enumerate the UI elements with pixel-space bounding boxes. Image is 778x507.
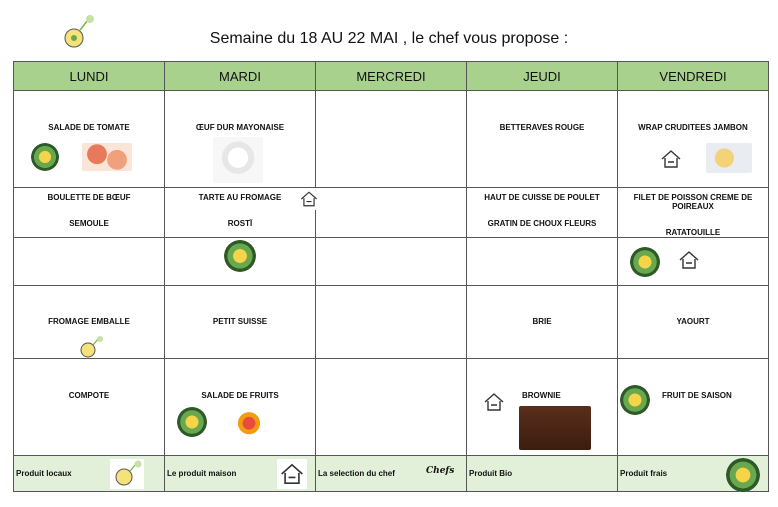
day-header-jeudi: JEUDI bbox=[467, 62, 618, 91]
menu-cell bbox=[165, 286, 316, 359]
dish-label: BROWNIE bbox=[522, 391, 561, 400]
homemade-house-icon bbox=[481, 389, 507, 415]
menu-row-main bbox=[14, 188, 769, 238]
day-header-mercredi: MERCREDI bbox=[316, 62, 467, 91]
dish-label: FROMAGE EMBALLE bbox=[48, 317, 130, 326]
menu-cell bbox=[618, 286, 769, 359]
legend-cell bbox=[467, 456, 618, 492]
dish-label: SEMOULE bbox=[69, 219, 109, 228]
legend-cell bbox=[165, 456, 316, 492]
homemade-house-icon bbox=[658, 146, 684, 172]
menu-row-dessert bbox=[14, 359, 769, 456]
days-header-row bbox=[14, 62, 769, 91]
dish-label: FRUIT DE SAISON bbox=[662, 391, 732, 400]
dish-photo bbox=[213, 137, 263, 183]
local-product-icon bbox=[110, 459, 144, 489]
dish-label: BOULETTE DE BŒUF bbox=[47, 193, 131, 202]
menu-cell bbox=[618, 359, 769, 456]
chef-selection-logo: Chefs bbox=[426, 466, 455, 476]
menu-cell bbox=[467, 188, 618, 238]
dish-photo bbox=[519, 406, 591, 450]
menu-cell bbox=[14, 238, 165, 286]
dish-label: ŒUF DUR MAYONAISE bbox=[195, 123, 285, 132]
menu-row-icons bbox=[14, 238, 769, 286]
dish-label: ROSTÏ bbox=[227, 219, 253, 228]
legend-cell bbox=[618, 456, 769, 492]
dish-label: FILET DE POISSON CREME DE POIREAUX bbox=[633, 193, 753, 211]
menu-cell bbox=[14, 188, 165, 238]
menu-cell bbox=[316, 91, 467, 188]
legend-label: Produit locaux bbox=[16, 469, 72, 478]
legend-row bbox=[14, 456, 769, 492]
legend-label: Produit frais bbox=[620, 469, 668, 478]
fresh-product-icon bbox=[31, 143, 59, 171]
dish-photo bbox=[233, 407, 273, 443]
fresh-product-icon bbox=[177, 407, 207, 437]
menu-cell bbox=[467, 359, 618, 456]
menu-row-starter bbox=[14, 91, 769, 188]
day-header-mardi: MARDI bbox=[165, 62, 316, 91]
dish-label: BRIE bbox=[532, 317, 552, 326]
page-title: Semaine du 18 AU 22 MAI , le chef vous propose : bbox=[209, 30, 569, 47]
dish-label: PETIT SUISSE bbox=[212, 317, 268, 326]
dish-label: COMPOTE bbox=[68, 391, 110, 400]
legend-cell bbox=[14, 456, 165, 492]
menu-cell bbox=[618, 188, 769, 238]
menu-cell bbox=[316, 286, 467, 359]
menu-cell bbox=[14, 91, 165, 188]
day-header-vendredi: VENDREDI bbox=[618, 62, 769, 91]
dish-label: SALADE DE FRUITS bbox=[201, 391, 279, 400]
homemade-house-icon bbox=[676, 247, 702, 273]
dish-label: WRAP CRUDITEES JAMBON bbox=[638, 123, 748, 132]
fresh-product-icon bbox=[630, 247, 660, 277]
legend-label: La selection du chef bbox=[318, 469, 395, 478]
menu-cell bbox=[316, 238, 467, 286]
menu-cell bbox=[618, 91, 769, 188]
dish-label: BETTERAVES ROUGE bbox=[499, 123, 585, 132]
dish-photo bbox=[82, 143, 132, 171]
legend-label: Produit Bio bbox=[469, 469, 513, 478]
homemade-house-icon bbox=[277, 459, 307, 489]
menu-cell bbox=[165, 359, 316, 456]
dish-label: RATATOUILLE bbox=[665, 228, 721, 237]
dish-label: SALADE DE TOMATE bbox=[48, 123, 130, 132]
menu-cell bbox=[618, 238, 769, 286]
dish-label: TARTE AU FROMAGE bbox=[198, 193, 282, 202]
menu-cell bbox=[467, 286, 618, 359]
legend-label: Le produit maison bbox=[167, 469, 237, 478]
legend-cell bbox=[316, 456, 467, 492]
menu-cell bbox=[467, 238, 618, 286]
day-header-lundi: LUNDI bbox=[14, 62, 165, 91]
menu-table bbox=[13, 61, 769, 492]
dish-label: HAUT DE CUISSE DE POULET bbox=[484, 193, 600, 202]
menu-cell bbox=[14, 359, 165, 456]
fresh-product-icon bbox=[620, 385, 650, 415]
menu-cell bbox=[316, 359, 467, 456]
dish-label: GRATIN DE CHOUX FLEURS bbox=[487, 219, 597, 228]
fresh-product-icon bbox=[224, 240, 256, 272]
menu-row-dairy bbox=[14, 286, 769, 359]
menu-cell bbox=[165, 91, 316, 188]
dish-photo bbox=[706, 143, 752, 173]
menu-cell bbox=[165, 188, 316, 238]
menu-cell bbox=[467, 91, 618, 188]
menu-cell bbox=[14, 286, 165, 359]
dish-label: YAOURT bbox=[676, 317, 710, 326]
menu-cell bbox=[165, 238, 316, 286]
menu-cell bbox=[316, 188, 467, 238]
fresh-product-icon bbox=[726, 458, 760, 492]
